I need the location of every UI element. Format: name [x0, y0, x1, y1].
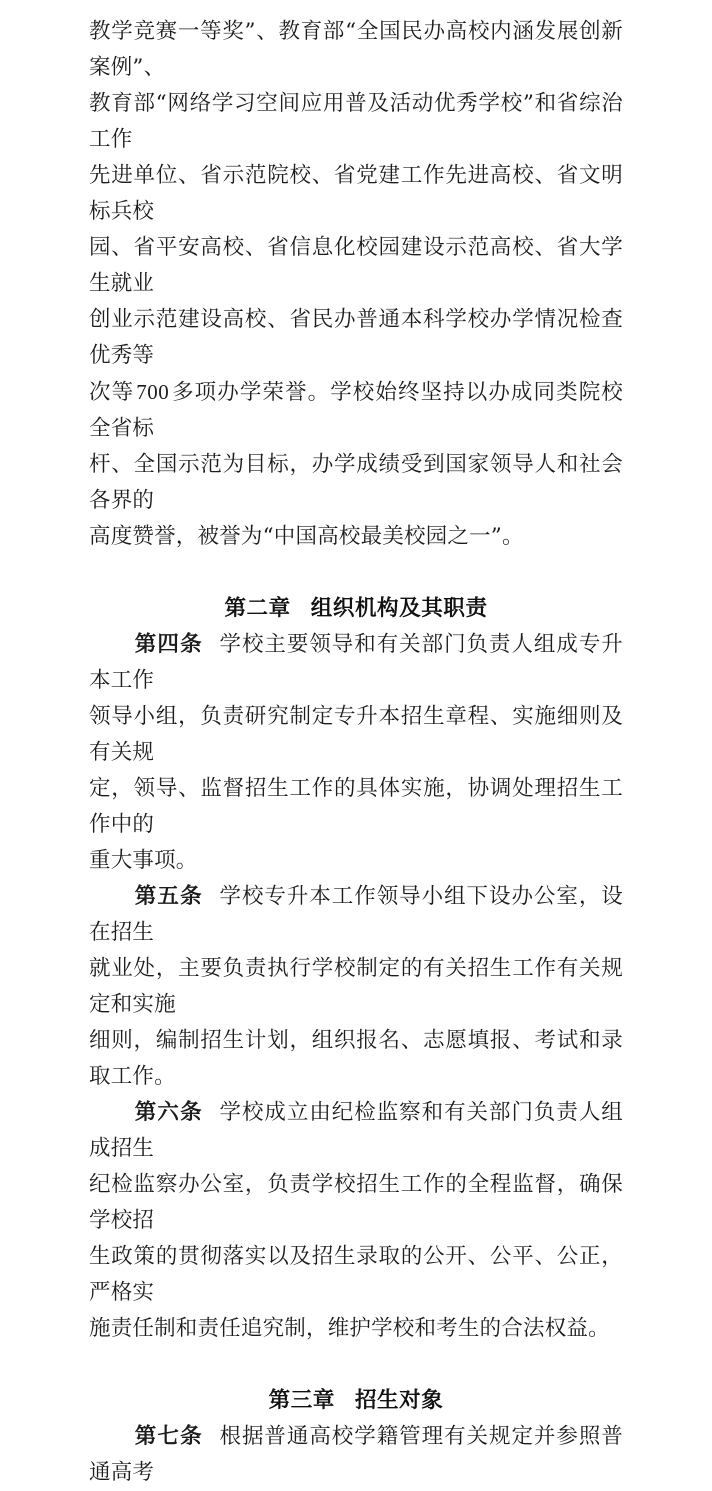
- text-segment: 次等: [89, 380, 135, 405]
- text-line: 教育部“网络学习空间应用普及活动优秀学校”和省综治工作: [89, 91, 623, 152]
- text-segment: 多项办学荣誉。学校始终坚持以办成同类院校全省标: [89, 380, 623, 441]
- text-line: 就业处，主要负责执行学校制定的有关招生工作有关规定和实施: [89, 956, 623, 1017]
- text-line: 细则，编制招生计划，组织报名、志愿填报、考试和录取工作。: [89, 1028, 623, 1089]
- text-line-with-number: [89, 374, 623, 447]
- text-line: 重大事项。: [89, 848, 198, 873]
- article-label-7: 第七条: [134, 1424, 203, 1449]
- text-segment: 学校主要领导和有关部门负责人组成专升本工作: [89, 632, 623, 693]
- vertical-spacer: [89, 555, 623, 591]
- text-segment: 根据普通高校学籍管理有关规定并参照普通高考: [89, 1424, 623, 1485]
- text-line: 杆、全国示范为目标，办学成绩受到国家领导人和社会各界的: [89, 452, 623, 513]
- vertical-spacer: [89, 1347, 623, 1383]
- text-line: 纪检监察办公室，负责学校招生工作的全程监督，确保学校招: [89, 1172, 623, 1233]
- text-line: 先进单位、省示范院校、省党建工作先进高校、省文明标兵校: [89, 163, 623, 224]
- text-line: 领导小组，负责研究制定专升本招生章程、实施细则及有关规: [89, 704, 623, 765]
- article-label-5: 第五条: [134, 884, 203, 909]
- article-label-6: 第六条: [134, 1100, 203, 1125]
- article-first-line: [89, 1419, 623, 1491]
- article-label-4: 第四条: [134, 632, 203, 657]
- text-line: 生政策的贯彻落实以及招生录取的公开、公平、公正，严格实: [89, 1244, 623, 1305]
- article-4: [89, 627, 623, 879]
- text-segment: 学校成立由纪检监察和有关部门负责人组成招生: [89, 1100, 623, 1161]
- chapter-number: 第二章: [224, 596, 291, 621]
- article-5: [89, 879, 623, 1095]
- text-line: 定，领导、监督招生工作的具体实施，协调处理招生工作中的: [89, 776, 623, 837]
- text-line: 施责任制和责任追究制，维护学校和考生的合法权益。: [89, 1316, 610, 1341]
- article-first-line: [89, 1095, 623, 1167]
- text-line: 创业示范建设高校、省民办普通本科学校办学情况检查优秀等: [89, 307, 623, 368]
- article-7: [89, 1419, 623, 1491]
- document-text-column: [89, 14, 623, 1491]
- article-first-line: [89, 879, 623, 951]
- text-line: 教学竞赛一等奖”、教育部“全国民办高校内涵发展创新案例”、: [89, 19, 623, 80]
- text-segment: 学校专升本工作领导小组下设办公室，设在招生: [89, 884, 623, 945]
- chapter-heading-3: [89, 1383, 623, 1419]
- article-first-line: [89, 627, 623, 699]
- chapter-title: 组织机构及其职责: [310, 596, 488, 621]
- text-line: 园、省平安高校、省信息化校园建设示范高校、省大学生就业: [89, 235, 623, 296]
- chapter-title: 招生对象: [354, 1388, 444, 1413]
- honor-count-number: 700: [136, 380, 170, 404]
- text-line: 高度赞誉，被誉为“中国高校最美校园之一”。: [89, 524, 524, 549]
- article-6: [89, 1095, 623, 1347]
- chapter-heading-2: [89, 591, 623, 627]
- chapter-number: 第三章: [268, 1388, 335, 1413]
- paragraph-honors: [89, 14, 623, 555]
